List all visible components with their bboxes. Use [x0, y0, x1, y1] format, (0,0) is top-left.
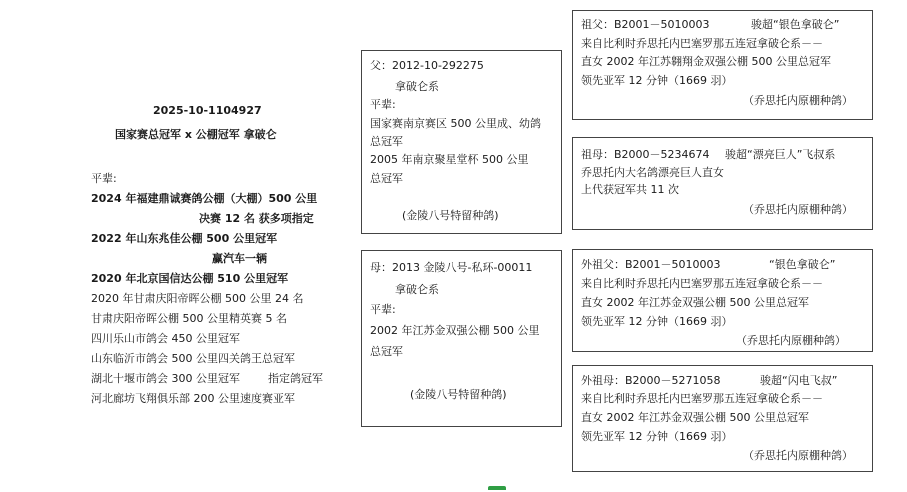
maternal-grandmother-box	[572, 365, 873, 472]
father-line: 2005 年南京聚星堂杯 500 公里	[370, 153, 529, 166]
gp1-loft: （乔思托内原棚种鸽）	[743, 94, 853, 107]
father-sibling-label: 平辈:	[370, 98, 396, 111]
subject-sibling-label: 平辈:	[91, 172, 117, 185]
gp3-loft: （乔思托内原棚种鸽）	[736, 334, 846, 347]
gp4-loft: （乔思托内原棚种鸽）	[743, 449, 853, 462]
gp1-header: 祖父：B2001－5010003	[581, 18, 710, 31]
mother-header: 母：2013 金陵八号-私环-00011	[370, 261, 533, 274]
achievement-line: 2020 年北京国信达公棚 510 公里冠军	[91, 272, 289, 285]
maternal-grandfather-box	[572, 249, 873, 352]
mother-sibling-label: 平辈:	[370, 303, 396, 316]
gp2-loft: （乔思托内原棚种鸽）	[743, 203, 853, 216]
achievement-line: 2022 年山东兆佳公棚 500 公里冠军	[91, 232, 278, 245]
gp2-line: 上代获冠军共 11 次	[581, 183, 679, 196]
achievement-line: 甘肃庆阳帝晖公棚 500 公里精英赛 5 名	[91, 312, 287, 325]
subject-title: 国家赛总冠军 x 公棚冠军 拿破仑	[115, 128, 277, 141]
mother-line: 2002 年江苏金双强公棚 500 公里	[370, 324, 540, 337]
achievement-line: 决赛 12 名 获多项指定	[199, 212, 314, 225]
gp1-title: 骏超“银色拿破仑”	[751, 18, 840, 31]
father-line: 国家赛南京赛区 500 公里成、幼鸽	[370, 117, 541, 130]
achievement-line: 四川乐山市鸽会 450 公里冠军	[91, 332, 240, 345]
gp2-title: 骏超“漂亮巨人”飞叔系	[725, 148, 836, 161]
gp4-line: 来自比利时乔思托内巴塞罗那五连冠拿破仑系－－	[581, 392, 823, 405]
achievement-line: 湖北十堰市鸽会 300 公里冠军 指定鸽冠军	[91, 372, 323, 385]
mother-line: 总冠军	[370, 345, 403, 358]
gp2-header: 祖母：B2000－5234674	[581, 148, 710, 161]
gp3-title: “银色拿破仑”	[769, 258, 836, 271]
gp3-line: 来自比利时乔思托内巴塞罗那五连冠拿破仑系－－	[581, 277, 823, 290]
father-header: 父：2012-10-292275	[370, 59, 484, 72]
gp4-line: 直女 2002 年江苏金双强公棚 500 公里总冠军	[581, 411, 809, 424]
paternal-grandfather-box	[572, 10, 873, 120]
achievement-line: 2020 年甘肃庆阳帝晖公棚 500 公里 24 名	[91, 292, 304, 305]
mother-box	[361, 250, 562, 427]
green-shape-fragment	[488, 486, 506, 490]
father-box	[361, 50, 562, 234]
mother-strain: 拿破仑系	[395, 283, 439, 296]
mother-loft: (金陵八号特留种鸽)	[410, 388, 507, 401]
gp4-line: 领先亚军 12 分钟（1669 羽）	[581, 430, 733, 443]
gp1-line: 领先亚军 12 分钟（1669 羽）	[581, 74, 733, 87]
gp3-line: 领先亚军 12 分钟（1669 羽）	[581, 315, 733, 328]
gp1-line: 来自比利时乔思托内巴塞罗那五连冠拿破仑系－－	[581, 37, 823, 50]
gp1-line: 直女 2002 年江苏翱翔金双强公棚 500 公里总冠军	[581, 55, 831, 68]
father-line: 总冠军	[370, 172, 403, 185]
achievement-line: 河北廊坊飞翔俱乐部 200 公里速度赛亚军	[91, 392, 295, 405]
achievement-line: 山东临沂市鸽会 500 公里四关鸽王总冠军	[91, 352, 295, 365]
father-loft: (金陵八号特留种鸽)	[402, 209, 499, 222]
achievement-line: 赢汽车一辆	[212, 252, 267, 265]
gp3-header: 外祖父：B2001－5010003	[581, 258, 721, 271]
father-strain: 拿破仑系	[395, 80, 439, 93]
achievement-line: 2024 年福建鼎诚赛鸽公棚（大棚）500 公里	[91, 192, 318, 205]
gp4-title: 骏超“闪电飞叔”	[760, 374, 838, 387]
gp2-line: 乔思托内大名鸽漂亮巨人直女	[581, 166, 724, 179]
gp3-line: 直女 2002 年江苏金双强公棚 500 公里总冠军	[581, 296, 809, 309]
subject-ring-id: 2025-10-1104927	[153, 104, 262, 117]
father-line: 总冠军	[370, 135, 403, 148]
gp4-header: 外祖母：B2000－5271058	[581, 374, 721, 387]
paternal-grandmother-box	[572, 137, 873, 230]
